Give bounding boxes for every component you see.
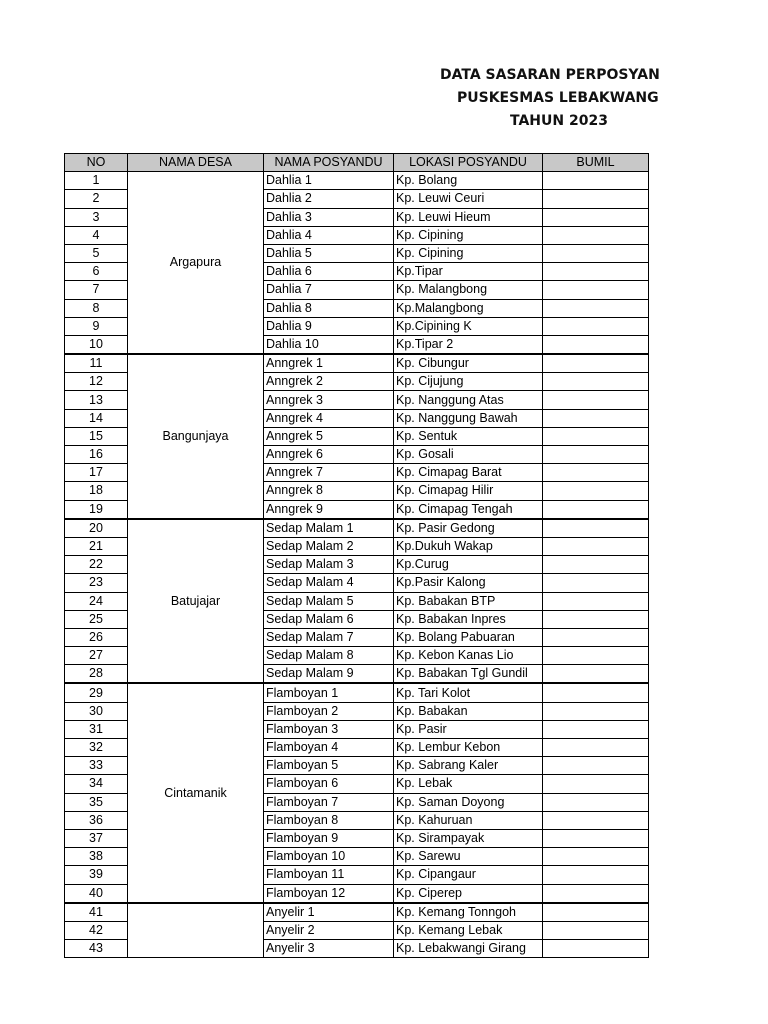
cell-no: 1 (65, 172, 128, 190)
cell-no: 7 (65, 281, 128, 299)
cell-nama-posyandu: Anngrek 8 (264, 482, 394, 500)
cell-lokasi-posyandu: Kp. Pasir (394, 720, 543, 738)
cell-lokasi-posyandu: Kp. Leuwi Hieum (394, 208, 543, 226)
cell-no: 34 (65, 775, 128, 793)
cell-lokasi-posyandu: Kp. Cipangaur (394, 866, 543, 884)
cell-bumil (543, 208, 649, 226)
cell-lokasi-posyandu: Kp. Babakan BTP (394, 592, 543, 610)
cell-lokasi-posyandu: Kp. Leuwi Ceuri (394, 190, 543, 208)
cell-nama-posyandu: Dahlia 3 (264, 208, 394, 226)
cell-no: 14 (65, 409, 128, 427)
cell-lokasi-posyandu: Kp. Sentuk (394, 427, 543, 445)
cell-nama-posyandu: Flamboyan 4 (264, 739, 394, 757)
cell-bumil (543, 464, 649, 482)
cell-bumil (543, 921, 649, 939)
cell-no: 28 (65, 665, 128, 684)
cell-bumil (543, 884, 649, 903)
cell-lokasi-posyandu: Kp. Pasir Gedong (394, 519, 543, 538)
cell-lokasi-posyandu: Kp. Nanggung Atas (394, 391, 543, 409)
cell-bumil (543, 683, 649, 702)
cell-nama-desa: Cintamanik (128, 683, 264, 902)
cell-no: 11 (65, 354, 128, 373)
cell-nama-posyandu: Flamboyan 6 (264, 775, 394, 793)
cell-no: 38 (65, 848, 128, 866)
cell-bumil (543, 739, 649, 757)
cell-no: 16 (65, 446, 128, 464)
cell-no: 27 (65, 647, 128, 665)
cell-lokasi-posyandu: Kp. Bolang Pabuaran (394, 628, 543, 646)
cell-no: 18 (65, 482, 128, 500)
cell-bumil (543, 829, 649, 847)
cell-no: 21 (65, 537, 128, 555)
cell-no: 32 (65, 739, 128, 757)
cell-nama-posyandu: Sedap Malam 6 (264, 610, 394, 628)
cell-nama-posyandu: Dahlia 7 (264, 281, 394, 299)
cell-nama-posyandu: Dahlia 10 (264, 335, 394, 354)
cell-lokasi-posyandu: Kp.Tipar 2 (394, 335, 543, 354)
cell-no: 33 (65, 757, 128, 775)
cell-lokasi-posyandu: Kp. Cimapag Hilir (394, 482, 543, 500)
cell-no: 5 (65, 244, 128, 262)
cell-no: 43 (65, 940, 128, 958)
cell-lokasi-posyandu: Kp. Gosali (394, 446, 543, 464)
cell-no: 30 (65, 702, 128, 720)
cell-bumil (543, 263, 649, 281)
cell-bumil (543, 610, 649, 628)
cell-bumil (543, 446, 649, 464)
cell-lokasi-posyandu: Kp. Cipining (394, 226, 543, 244)
cell-bumil (543, 556, 649, 574)
cell-lokasi-posyandu: Kp. Sarewu (394, 848, 543, 866)
header-bumil: BUMIL (543, 154, 649, 172)
cell-lokasi-posyandu: Kp. Bolang (394, 172, 543, 190)
cell-nama-desa (128, 903, 264, 958)
cell-no: 23 (65, 574, 128, 592)
cell-no: 40 (65, 884, 128, 903)
cell-no: 2 (65, 190, 128, 208)
cell-bumil (543, 537, 649, 555)
cell-bumil (543, 793, 649, 811)
cell-nama-posyandu: Dahlia 8 (264, 299, 394, 317)
cell-nama-posyandu: Sedap Malam 9 (264, 665, 394, 684)
cell-lokasi-posyandu: Kp. Babakan Inpres (394, 610, 543, 628)
title-line-1: DATA SASARAN PERPOSYAN (440, 67, 660, 83)
cell-nama-posyandu: Anyelir 1 (264, 903, 394, 922)
cell-nama-posyandu: Dahlia 2 (264, 190, 394, 208)
cell-nama-posyandu: Anngrek 6 (264, 446, 394, 464)
title-line-2: PUSKESMAS LEBAKWANG (457, 90, 659, 106)
cell-no: 26 (65, 628, 128, 646)
table-body (65, 172, 649, 958)
cell-lokasi-posyandu: Kp. Tari Kolot (394, 683, 543, 702)
cell-nama-posyandu: Sedap Malam 7 (264, 628, 394, 646)
cell-no: 6 (65, 263, 128, 281)
cell-lokasi-posyandu: Kp. Cipining (394, 244, 543, 262)
table-row (65, 172, 649, 190)
cell-no: 4 (65, 226, 128, 244)
cell-lokasi-posyandu: Kp. Sirampayak (394, 829, 543, 847)
cell-lokasi-posyandu: Kp. Kemang Lebak (394, 921, 543, 939)
cell-lokasi-posyandu: Kp. Cimapag Barat (394, 464, 543, 482)
cell-bumil (543, 373, 649, 391)
title-line-3: TAHUN 2023 (510, 113, 608, 129)
cell-nama-posyandu: Dahlia 9 (264, 317, 394, 335)
cell-lokasi-posyandu: Kp. Babakan Tgl Gundil (394, 665, 543, 684)
cell-bumil (543, 592, 649, 610)
cell-bumil (543, 757, 649, 775)
cell-nama-posyandu: Sedap Malam 4 (264, 574, 394, 592)
cell-no: 41 (65, 903, 128, 922)
cell-nama-posyandu: Flamboyan 5 (264, 757, 394, 775)
cell-lokasi-posyandu: Kp. Kahuruan (394, 811, 543, 829)
cell-nama-desa: Bangunjaya (128, 354, 264, 519)
cell-lokasi-posyandu: Kp.Cipining K (394, 317, 543, 335)
cell-nama-posyandu: Flamboyan 9 (264, 829, 394, 847)
cell-no: 39 (65, 866, 128, 884)
cell-nama-posyandu: Flamboyan 2 (264, 702, 394, 720)
cell-no: 3 (65, 208, 128, 226)
cell-lokasi-posyandu: Kp. Kemang Tonngoh (394, 903, 543, 922)
cell-no: 17 (65, 464, 128, 482)
cell-bumil (543, 647, 649, 665)
cell-nama-posyandu: Flamboyan 1 (264, 683, 394, 702)
cell-nama-posyandu: Anyelir 2 (264, 921, 394, 939)
cell-no: 10 (65, 335, 128, 354)
cell-lokasi-posyandu: Kp. Kebon Kanas Lio (394, 647, 543, 665)
cell-lokasi-posyandu: Kp.Curug (394, 556, 543, 574)
cell-nama-posyandu: Sedap Malam 5 (264, 592, 394, 610)
cell-nama-posyandu: Flamboyan 3 (264, 720, 394, 738)
cell-lokasi-posyandu: Kp.Pasir Kalong (394, 574, 543, 592)
cell-bumil (543, 226, 649, 244)
cell-lokasi-posyandu: Kp. Cibungur (394, 354, 543, 373)
cell-bumil (543, 482, 649, 500)
cell-nama-posyandu: Flamboyan 12 (264, 884, 394, 903)
cell-bumil (543, 720, 649, 738)
cell-nama-posyandu: Flamboyan 7 (264, 793, 394, 811)
cell-bumil (543, 172, 649, 190)
header-nama-desa: NAMA DESA (128, 154, 264, 172)
cell-lokasi-posyandu: Kp. Nanggung Bawah (394, 409, 543, 427)
cell-nama-posyandu: Anngrek 1 (264, 354, 394, 373)
cell-bumil (543, 519, 649, 538)
cell-nama-desa: Argapura (128, 172, 264, 354)
header-lokasi-posyandu: LOKASI POSYANDU (394, 154, 543, 172)
cell-no: 35 (65, 793, 128, 811)
cell-bumil (543, 299, 649, 317)
cell-nama-posyandu: Dahlia 5 (264, 244, 394, 262)
cell-nama-posyandu: Anngrek 3 (264, 391, 394, 409)
table-row (65, 519, 649, 538)
cell-bumil (543, 500, 649, 519)
cell-nama-posyandu: Sedap Malam 3 (264, 556, 394, 574)
cell-bumil (543, 317, 649, 335)
cell-nama-posyandu: Anngrek 5 (264, 427, 394, 445)
header-nama-posyandu: NAMA POSYANDU (264, 154, 394, 172)
cell-lokasi-posyandu: Kp. Ciperep (394, 884, 543, 903)
cell-bumil (543, 903, 649, 922)
cell-no: 8 (65, 299, 128, 317)
cell-bumil (543, 409, 649, 427)
cell-no: 9 (65, 317, 128, 335)
cell-bumil (543, 427, 649, 445)
cell-no: 37 (65, 829, 128, 847)
cell-nama-posyandu: Sedap Malam 8 (264, 647, 394, 665)
cell-no: 15 (65, 427, 128, 445)
cell-no: 36 (65, 811, 128, 829)
cell-nama-posyandu: Flamboyan 8 (264, 811, 394, 829)
cell-no: 29 (65, 683, 128, 702)
cell-nama-posyandu: Anyelir 3 (264, 940, 394, 958)
cell-nama-posyandu: Dahlia 1 (264, 172, 394, 190)
cell-lokasi-posyandu: Kp.Dukuh Wakap (394, 537, 543, 555)
cell-lokasi-posyandu: Kp. Lembur Kebon (394, 739, 543, 757)
cell-bumil (543, 391, 649, 409)
cell-nama-posyandu: Flamboyan 11 (264, 866, 394, 884)
cell-bumil (543, 335, 649, 354)
table-row (65, 354, 649, 373)
cell-lokasi-posyandu: Kp. Cimapag Tengah (394, 500, 543, 519)
cell-no: 12 (65, 373, 128, 391)
table-header-row (65, 154, 649, 172)
cell-no: 20 (65, 519, 128, 538)
cell-nama-posyandu: Sedap Malam 2 (264, 537, 394, 555)
cell-bumil (543, 702, 649, 720)
cell-nama-posyandu: Anngrek 9 (264, 500, 394, 519)
cell-bumil (543, 354, 649, 373)
cell-bumil (543, 866, 649, 884)
cell-nama-posyandu: Anngrek 7 (264, 464, 394, 482)
cell-bumil (543, 775, 649, 793)
header-no: NO (65, 154, 128, 172)
cell-no: 24 (65, 592, 128, 610)
cell-nama-posyandu: Anngrek 2 (264, 373, 394, 391)
cell-bumil (543, 811, 649, 829)
cell-nama-posyandu: Anngrek 4 (264, 409, 394, 427)
cell-bumil (543, 848, 649, 866)
cell-lokasi-posyandu: Kp. Lebakwangi Girang (394, 940, 543, 958)
cell-no: 22 (65, 556, 128, 574)
cell-lokasi-posyandu: Kp. Saman Doyong (394, 793, 543, 811)
posyandu-table (64, 153, 649, 958)
cell-lokasi-posyandu: Kp. Cijujung (394, 373, 543, 391)
cell-bumil (543, 190, 649, 208)
cell-nama-posyandu: Sedap Malam 1 (264, 519, 394, 538)
cell-nama-posyandu: Dahlia 6 (264, 263, 394, 281)
cell-nama-posyandu: Flamboyan 10 (264, 848, 394, 866)
cell-bumil (543, 281, 649, 299)
cell-no: 42 (65, 921, 128, 939)
cell-no: 19 (65, 500, 128, 519)
cell-bumil (543, 574, 649, 592)
cell-bumil (543, 665, 649, 684)
cell-no: 25 (65, 610, 128, 628)
cell-bumil (543, 628, 649, 646)
cell-lokasi-posyandu: Kp.Malangbong (394, 299, 543, 317)
cell-nama-posyandu: Dahlia 4 (264, 226, 394, 244)
cell-nama-desa: Batujajar (128, 519, 264, 684)
cell-no: 13 (65, 391, 128, 409)
table-row (65, 903, 649, 922)
table-row (65, 683, 649, 702)
cell-lokasi-posyandu: Kp. Sabrang Kaler (394, 757, 543, 775)
cell-lokasi-posyandu: Kp. Malangbong (394, 281, 543, 299)
cell-bumil (543, 244, 649, 262)
cell-bumil (543, 940, 649, 958)
cell-no: 31 (65, 720, 128, 738)
cell-lokasi-posyandu: Kp. Babakan (394, 702, 543, 720)
cell-lokasi-posyandu: Kp. Lebak (394, 775, 543, 793)
cell-lokasi-posyandu: Kp.Tipar (394, 263, 543, 281)
